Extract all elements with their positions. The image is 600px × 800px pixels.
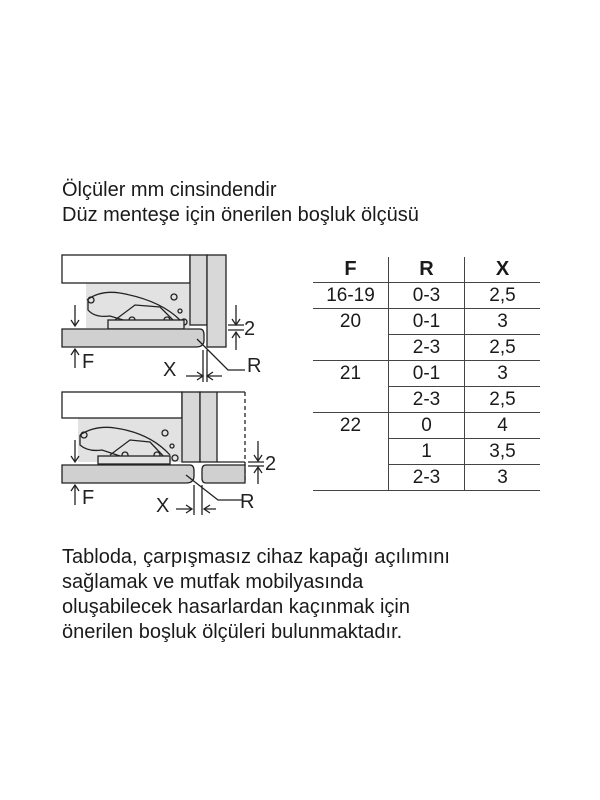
label-2-top: 2 xyxy=(244,318,256,340)
paragraph-line: önerilen boşluk ölçüleri bulunmaktadır. xyxy=(62,621,403,643)
cell-r: 2-3 xyxy=(389,465,465,491)
heading-line-1: Ölçüler mm cinsindendir xyxy=(62,179,277,201)
label-r-top: R xyxy=(247,355,262,377)
cell-f: 20 xyxy=(313,309,389,335)
cell-x: 3,5 xyxy=(465,439,541,465)
cell-f xyxy=(313,335,389,361)
explanation-paragraph xyxy=(62,545,450,645)
header-x: X xyxy=(465,257,541,283)
cell-x: 3 xyxy=(465,309,541,335)
cell-f xyxy=(313,387,389,413)
cell-x: 4 xyxy=(465,413,541,439)
table-row xyxy=(313,309,540,335)
table-row xyxy=(313,465,540,491)
cell-r: 0 xyxy=(389,413,465,439)
cell-x: 2,5 xyxy=(465,387,541,413)
cell-x: 3 xyxy=(465,361,541,387)
cell-r: 2-3 xyxy=(389,335,465,361)
cell-f: 22 xyxy=(313,413,389,439)
cell-r: 0-1 xyxy=(389,361,465,387)
cell-f: 21 xyxy=(313,361,389,387)
table-row xyxy=(313,361,540,387)
table-row xyxy=(313,335,540,361)
label-x-top: X xyxy=(163,359,177,381)
cell-f xyxy=(313,465,389,491)
header-f: F xyxy=(313,257,389,283)
cell-r: 0-1 xyxy=(389,309,465,335)
label-x-bottom: X xyxy=(156,495,170,517)
cell-r: 0-3 xyxy=(389,283,465,309)
header-r: R xyxy=(389,257,465,283)
clearance-table xyxy=(313,257,540,491)
cell-f: 16-19 xyxy=(313,283,389,309)
hinge-figure-bottom xyxy=(62,392,276,517)
cell-f xyxy=(313,439,389,465)
table-header xyxy=(313,257,540,283)
label-r-bottom: R xyxy=(240,491,255,513)
paragraph-line: oluşabilecek hasarlardan kaçınmak için xyxy=(62,596,410,618)
label-f-top: F xyxy=(82,351,95,373)
table-row xyxy=(313,439,540,465)
cell-r: 1 xyxy=(389,439,465,465)
paragraph-line: sağlamak ve mutfak mobilyasında xyxy=(62,571,364,593)
cell-x: 2,5 xyxy=(465,335,541,361)
hinge-figure-top xyxy=(62,255,261,382)
heading-line-2: Düz menteşe için önerilen boşluk ölçüsü xyxy=(62,204,419,226)
cell-x: 3 xyxy=(465,465,541,491)
paragraph-line: Tabloda, çarpışmasız cihaz kapağı açılımını xyxy=(62,546,450,568)
label-f-bottom: F xyxy=(82,487,95,509)
table-row xyxy=(313,387,540,413)
cell-x: 2,5 xyxy=(489,285,516,306)
table-row xyxy=(313,283,540,309)
label-2-bottom: 2 xyxy=(265,453,277,475)
table-row xyxy=(313,413,540,439)
cell-r: 2-3 xyxy=(389,387,465,413)
